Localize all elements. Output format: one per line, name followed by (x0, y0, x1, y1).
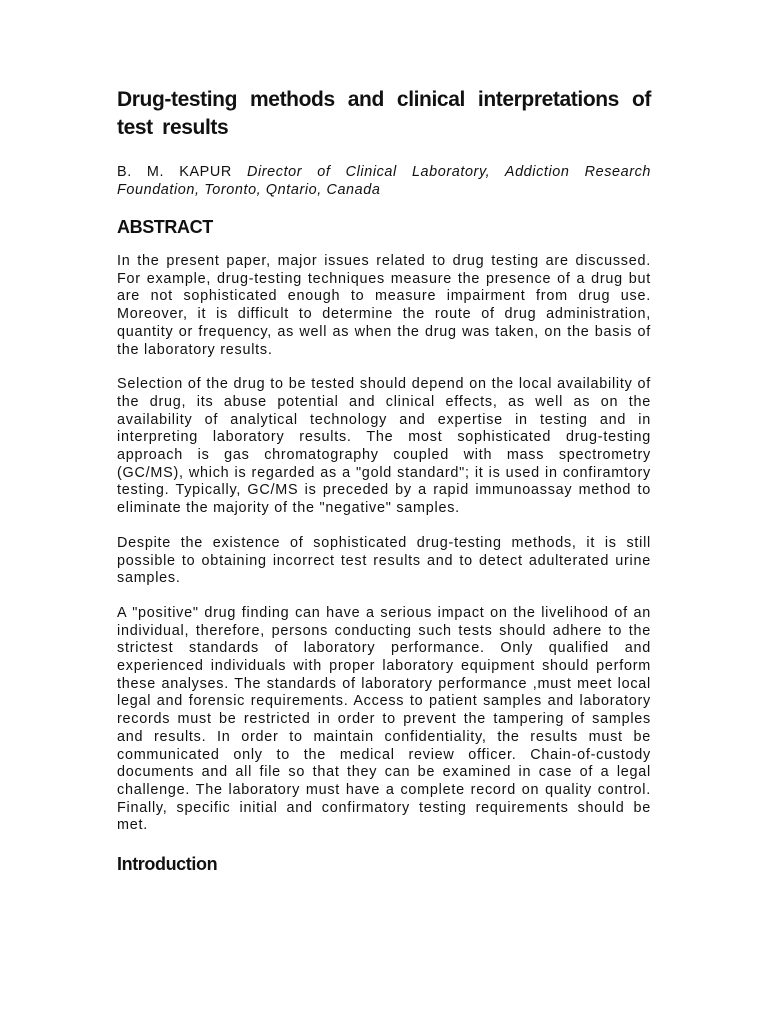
abstract-heading: ABSTRACT (117, 217, 213, 237)
document-page (117, 86, 651, 876)
author-affiliation: Director of Clinical Laboratory, Addiction Research Foundation, Toronto, Qntario, Canada (117, 164, 651, 198)
author-name: B. M. KAPUR (117, 164, 232, 180)
abstract-paragraph-4: A "positive" drug finding can have a serious impact on the livelihood of an individual, therefore, persons conducting such tests should adhere to the strictest standards of laboratory performance. Only qualified and experienced individuals with proper laboratory equipment should perform these analyses. The standards of laboratory performance ,must meet local legal and forensic requirements. Access to patient samples and laboratory records must be restricted in order to prevent the tampering of samples and results. In order to maintain confidentiality, the results must be communicated only to the medical review officer. Chain-of-custody documents and all file so that they can be examined in case of a legal challenge. The laboratory must have a complete record on quality control. Finally, specific initial and confirmatory testing requirements should be met. (117, 604, 651, 834)
abstract-paragraph-3: Despite the existence of sophisticated drug-testing methods, it is still possible to obtaining incorrect test results and to detect adulterated urine samples. (117, 534, 651, 587)
author-byline (117, 163, 651, 199)
abstract-paragraph-1: In the present paper, major issues related to drug testing are discussed. For example, drug-testing techniques measure the presence of a drug but are not sophisticated enough to measure impairment from drug use. Moreover, it is difficult to determine the route of drug administration, quantity or frequency, as well as when the drug was taken, on the basis of the laboratory results. (117, 253, 651, 358)
document-title: Drug-testing methods and clinical interpretations of test results (117, 88, 651, 139)
abstract-paragraph-2: Selection of the drug to be tested should depend on the local availability of the drug, its abuse potential and clinical effects, as well as on the availability of analytical technology and expertise in testing and in interpreting laboratory results. The most sophisticated drug-testing approach is gas chromatography coupled with mass spectrometry (GC/MS), which is regarded as a "gold standard"; it is used in confiramtory testing. Typically, GC/MS is preceded by a rapid immunoassay method to eliminate the majority of the "negative" samples. (117, 376, 651, 517)
introduction-heading: Introduction (117, 854, 218, 875)
